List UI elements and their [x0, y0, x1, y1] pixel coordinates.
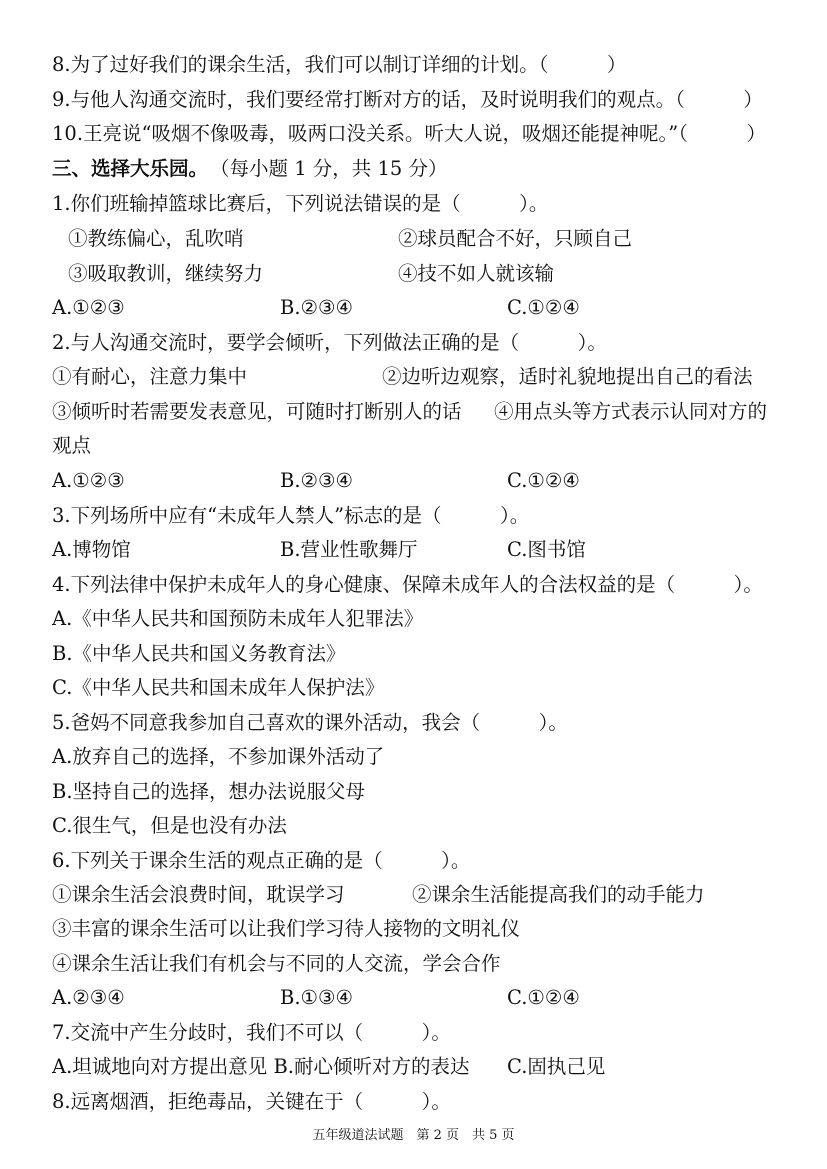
q1-statement-3: ③吸取教训，继续努力 [68, 262, 264, 285]
q2-option-b: B.②③④ [280, 469, 353, 492]
q6-option-a: A.②③④ [52, 986, 125, 1009]
q4-option-a: A.《中华人民共和国预防未成年人犯罪法》 [52, 607, 424, 630]
q3-option-b: B.营业性歌舞厅 [280, 538, 418, 561]
section-3-title: 三、选择大乐园。 [52, 157, 209, 180]
q8-stem: 8.远离烟酒，拒绝毒品，关键在于（ ）。 [52, 1090, 451, 1113]
q4-option-b: B.《中华人民共和国义务教育法》 [52, 642, 346, 665]
section-3-note: （每小题 1 分，共 15 分） [210, 157, 448, 180]
q2-statement-4-continued: 观点 [52, 434, 92, 457]
q6-option-c: C.①②④ [507, 986, 580, 1009]
q1-stem: 1.你们班输掉篮球比赛后，下列说法错误的是（ ）。 [52, 192, 549, 215]
q1-statement-4: ④技不如人就该输 [398, 262, 555, 285]
q6-statement-4: ④课余生活让我们有机会与不同的人交流，学会合作 [52, 952, 501, 975]
q6-statement-3: ③丰富的课余生活可以让我们学习待人接物的文明礼仪 [52, 917, 521, 940]
q4-stem: 4.下列法律中保护未成年人的身心健康、保障未成年人的合法权益的是（ ）。 [52, 573, 763, 596]
q1-statement-2: ②球员配合不好，只顾自己 [398, 227, 633, 250]
q6-option-b: B.①③④ [280, 986, 353, 1009]
q1-statement-1: ①教练偏心，乱吹哨 [68, 227, 244, 250]
page-footer: 五年级道法试题 第 2 页 共 5 页 [312, 1128, 515, 1143]
q7-option-ab: A.坦诚地向对方提出意见 B.耐心倾听对方的表达 [52, 1055, 470, 1078]
q2-stem: 2.与人沟通交流时，要学会倾听，下列做法正确的是（ ）。 [52, 331, 607, 354]
q5-stem: 5.爸妈不同意我参加自己喜欢的课外活动，我会（ ）。 [52, 711, 568, 734]
q1-option-c: C.①②④ [507, 296, 580, 319]
tf-item-9: 9.与他人沟通交流时，我们要经常打断对方的话，及时说明我们的观点。（ ） [52, 88, 763, 111]
q6-stem: 6.下列关于课余生活的观点正确的是（ ）。 [52, 849, 471, 872]
q1-option-b: B.②③④ [280, 296, 353, 319]
q2-option-a: A.①②③ [52, 469, 125, 492]
q5-option-a: A.放弃自己的选择，不参加课外活动了 [52, 745, 385, 768]
q3-option-a: A.博物馆 [52, 538, 131, 561]
q7-option-c: C.固执己见 [507, 1055, 606, 1078]
q3-stem: 3.下列场所中应有“未成年人禁人”标志的是（ ）。 [52, 504, 530, 527]
q6-statement-2: ②课余生活能提高我们的动手能力 [412, 883, 705, 906]
q2-statement-1: ①有耐心，注意力集中 [52, 365, 248, 388]
q6-statement-1: ①课余生活会浪费时间，耽误学习 [52, 883, 345, 906]
tf-item-10: 10.王亮说“吸烟不像吸毒，吸两口没关系。听大人说，吸烟还能提神呢。”（ ） [52, 122, 766, 145]
q7-stem: 7.交流中产生分歧时，我们不可以（ ）。 [52, 1021, 451, 1044]
q5-option-c: C.很生气，但是也没有办法 [52, 814, 287, 837]
q2-statement-3: ③倾听时若需要发表意见，可随时打断别人的话 [52, 400, 462, 423]
q2-statement-4: ④用点头等方式表示认同对方的 [494, 400, 768, 423]
q2-option-c: C.①②④ [507, 469, 580, 492]
q5-option-b: B.坚持自己的选择，想办法说服父母 [52, 780, 366, 803]
q1-option-a: A.①②③ [52, 296, 125, 319]
tf-item-8: 8.为了过好我们的课余生活，我们可以制订详细的计划。（ ） [52, 53, 627, 76]
q3-option-c: C.图书馆 [507, 538, 586, 561]
q4-option-c: C.《中华人民共和国未成年人保护法》 [52, 676, 385, 699]
q2-statement-2: ②边听边观察，适时礼貌地提出自己的看法 [382, 365, 753, 388]
